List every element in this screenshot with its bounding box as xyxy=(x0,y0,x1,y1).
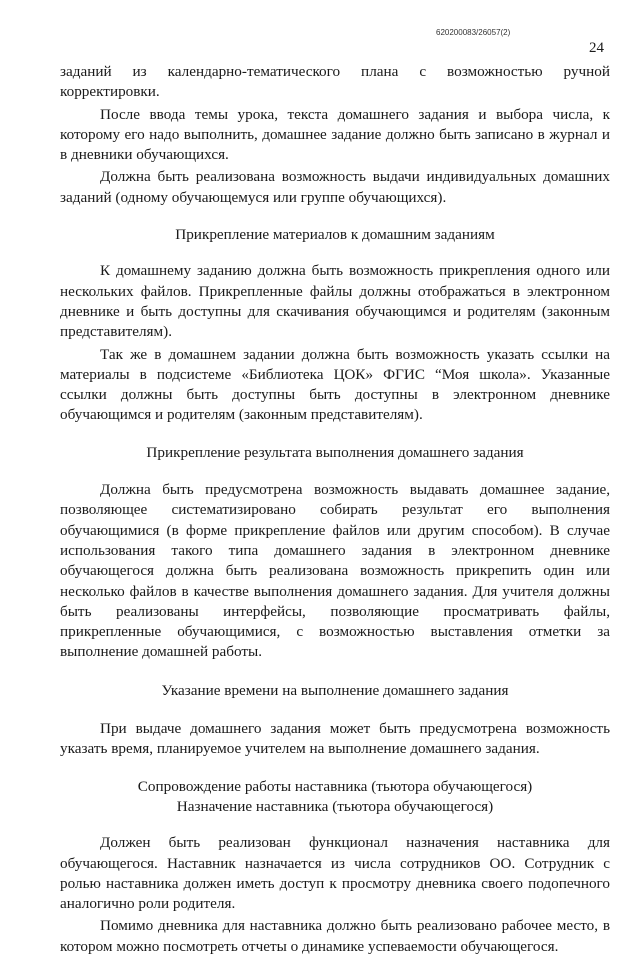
paragraph: Должна быть предусмотрена возможность выдавать домашнее задание, позволяющее систематизировано собирать результат его выполнения обучающимися (в форме прикрепление файлов или другим способом). В случае использования такого типа домашнего задания в электронном дневнике обучающегося должна быть реализована возможность прикрепить один или несколько файлов в качестве выполнения домашнего задания. Для учителя должны быть реализованы интерфейсы, позволяющие просматривать файлы, прикрепленные обучающимися, с возможностью выставления отметки за выполнение домашней работы. xyxy=(60,481,610,661)
section-heading: Прикрепление материалов к домашним заданиям xyxy=(175,226,495,244)
document-body xyxy=(60,62,610,957)
document-number: 620200083/26057(2) xyxy=(436,28,511,37)
section-heading: Указание времени на выполнение домашнего задания xyxy=(161,681,509,699)
section-heading: Прикрепление результата выполнения домашнего задания xyxy=(146,443,524,461)
page-number: 24 xyxy=(589,40,604,56)
paragraph: Так же в домашнем задании должна быть возможность указать ссылки на материалы в подсистеме «Библиотека ЦОК» ФГИС “Моя школа». Указанные ссылки должны быть доступны быть доступны в электронном дневнике обучающимся и родителям (законным представителям). xyxy=(60,345,610,424)
paragraph: При выдаче домашнего задания может быть предусмотрена возможность указать время, планируемое учителем на выполнение домашнего задания. xyxy=(60,720,610,758)
section-heading: Сопровождение работы наставника (тьютора обучающегося) xyxy=(137,777,533,795)
subsection-heading: Назначение наставника (тьютора обучающегося) xyxy=(176,797,494,815)
paragraph: Должен быть реализован функционал назначения наставника для обучающегося. Наставник назначается из числа сотрудников ОО. Сотрудник с ролью наставника должен иметь доступ к просмотру дневника своего подопечного аналогично роли родителя. xyxy=(60,834,610,913)
paragraph: Должна быть реализована возможность выдачи индивидуальных домашних заданий (одному обучающемуся или группе обучающихся). xyxy=(60,168,610,206)
paragraph: Помимо дневника для наставника должно быть реализовано рабочее место, в котором можно посмотреть отчеты о динамике успеваемости обучающегося. xyxy=(60,917,610,955)
paragraph: К домашнему заданию должна быть возможность прикрепления одного или нескольких файлов. Прикрепленные файлы должны отображаться в электронном дневнике и быть доступны для скачивания обучающимся и родителям (законным представителям). xyxy=(60,262,610,341)
paragraph: заданий из календарно-тематического плана с возможностью ручной корректировки. xyxy=(60,63,610,101)
paragraph: После ввода темы урока, текста домашнего задания и выбора числа, к которому его надо выполнить, домашнее задание должно быть записано в журнал и в дневники обучающихся. xyxy=(60,105,610,164)
